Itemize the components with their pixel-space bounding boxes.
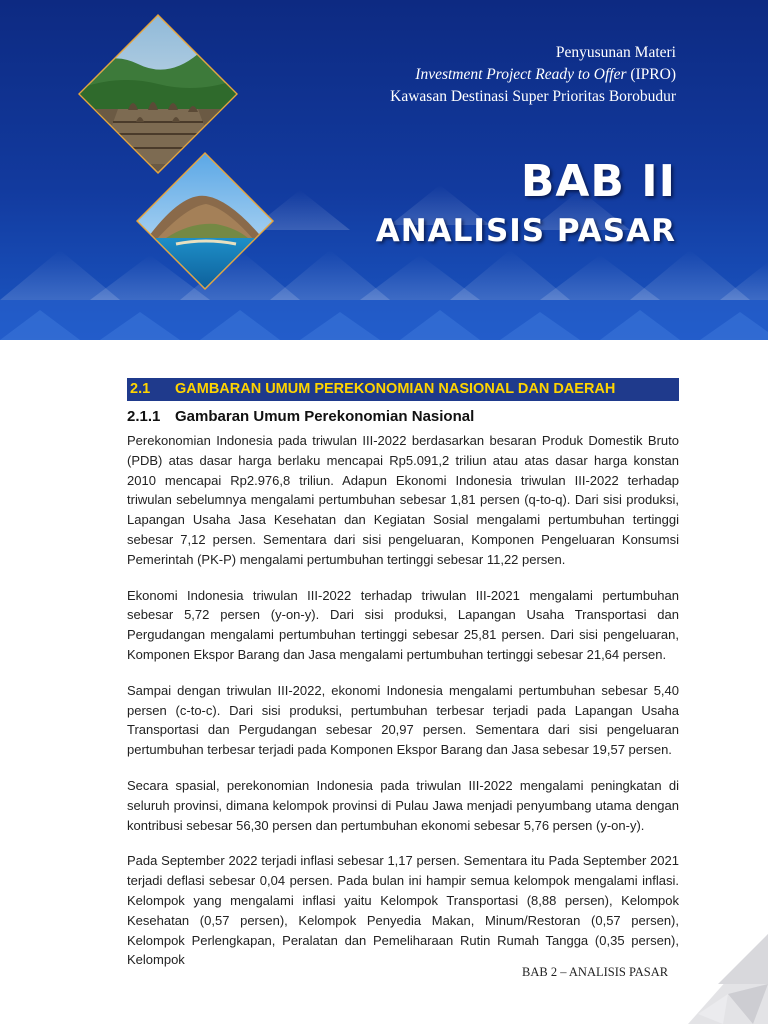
page-footer: BAB 2 – ANALISIS PASAR: [522, 965, 669, 979]
chapter-subtitle: ANALISIS PASAR: [375, 213, 676, 249]
meta-line-3: Kawasan Destinasi Super Prioritas Borobudur: [390, 88, 676, 105]
paragraph: Perekonomian Indonesia pada triwulan III-2022 berdasarkan besaran Produk Domestik Bruto (PDB) atas dasar harga berlaku mencapai Rp5.091,2 triliun atau atas dasar harga konstan 2010 mencapai Rp2.976,8 triliun. Adapun Ekonomi Indonesia triwulan III-2022 terhadap triwulan sebelumnya mengalami pertumbuhan sebesar 1,81 persen (q-to-q). Dari sisi produksi, Lapangan Usaha Jasa Kesehatan dan Kegiatan Sosial mengalami pertumbuhan tertinggi sebesar 7,12 persen. Sementara dari sisi pengeluaran, Komponen Pengeluaran Konsumsi Pemerintah (PK-P) mengalami pertumbuhan tertinggi sebesar 11,22 persen.: [127, 433, 679, 567]
paragraph: Sampai dengan triwulan III-2022, ekonomi Indonesia mengalami pertumbuhan sebesar 5,40 persen (c-to-c). Dari sisi produksi, pertumbuhan terbesar terjadi pada Lapangan Usaha Transportasi dan Pergudangan sebesar 20,97 persen. Sementara dari sisi pengeluaran pertumbuhan terbesar terjadi pada Komponen Ekspor Barang dan Jasa sebesar 19,57 persen.: [127, 682, 679, 758]
meta-line-1: Penyusunan Materi: [555, 44, 676, 61]
meta-line-2-rest: (IPRO): [626, 66, 676, 83]
section-number: 2.1: [130, 381, 151, 397]
paragraph: Secara spasial, perekonomian Indonesia pada triwulan III-2022 mengalami peningkatan di seluruh provinsi, dimana kelompok provinsi di Pulau Jawa menjadi penyumbang utama dengan kontribusi sebesar 56,30 persen dan pertumbuhan ekonomi sebesar 5,76 persen (y-on-y).: [127, 777, 679, 833]
island-photo: [136, 152, 274, 295]
section-heading: [127, 378, 679, 401]
header-banner: [0, 0, 768, 340]
meta-line-2: [390, 64, 676, 86]
subsection-heading: [127, 406, 679, 428]
meta-line-2-italic: Investment Project Ready to Offer: [415, 66, 627, 83]
subsection-title: Gambaran Umum Perekonomian Nasional: [175, 408, 475, 425]
corner-decoration: [658, 914, 768, 1024]
paragraph: Ekonomi Indonesia triwulan III-2022 terhadap triwulan III-2021 mengalami pertumbuhan sebesar 5,72 persen (y-on-y). Dari sisi produksi, Lapangan Usaha Transportasi dan Pergudangan mengalami pertumbuhan tertinggi sebesar 25,81 persen. Dari sisi pengeluaran, Komponen Ekspor Barang dan Jasa mengalami pertumbuhan tertinggi sebesar 21,64 persen.: [127, 587, 679, 662]
chapter-heading: [376, 154, 676, 252]
chapter-title: BAB II: [520, 156, 676, 207]
section-title: GAMBARAN UMUM PEREKONOMIAN NASIONAL DAN DAERAH: [175, 381, 616, 397]
document-meta: [390, 42, 676, 108]
subsection-number: 2.1.1: [127, 408, 161, 425]
body-content: [127, 378, 679, 970]
paragraph: Pada September 2022 terjadi inflasi sebesar 1,17 persen. Sementara itu Pada September 2021 terjadi deflasi sebesar 0,04 persen. Pada bulan ini hampir semua kelompok mengalami inflasi. Kelompok yang mengalami inflasi yaitu Kelompok Transportasi (8,88 persen), Kelompok Kesehatan (0,57 persen), Kelompok Penyedia Makan, Minum/Restoran (0,57 persen), Kelompok Perlengkapan, Peralatan dan Pemeliharaan Rutin Rumah Tangga (0,35 persen), Kelompok: [127, 853, 679, 968]
